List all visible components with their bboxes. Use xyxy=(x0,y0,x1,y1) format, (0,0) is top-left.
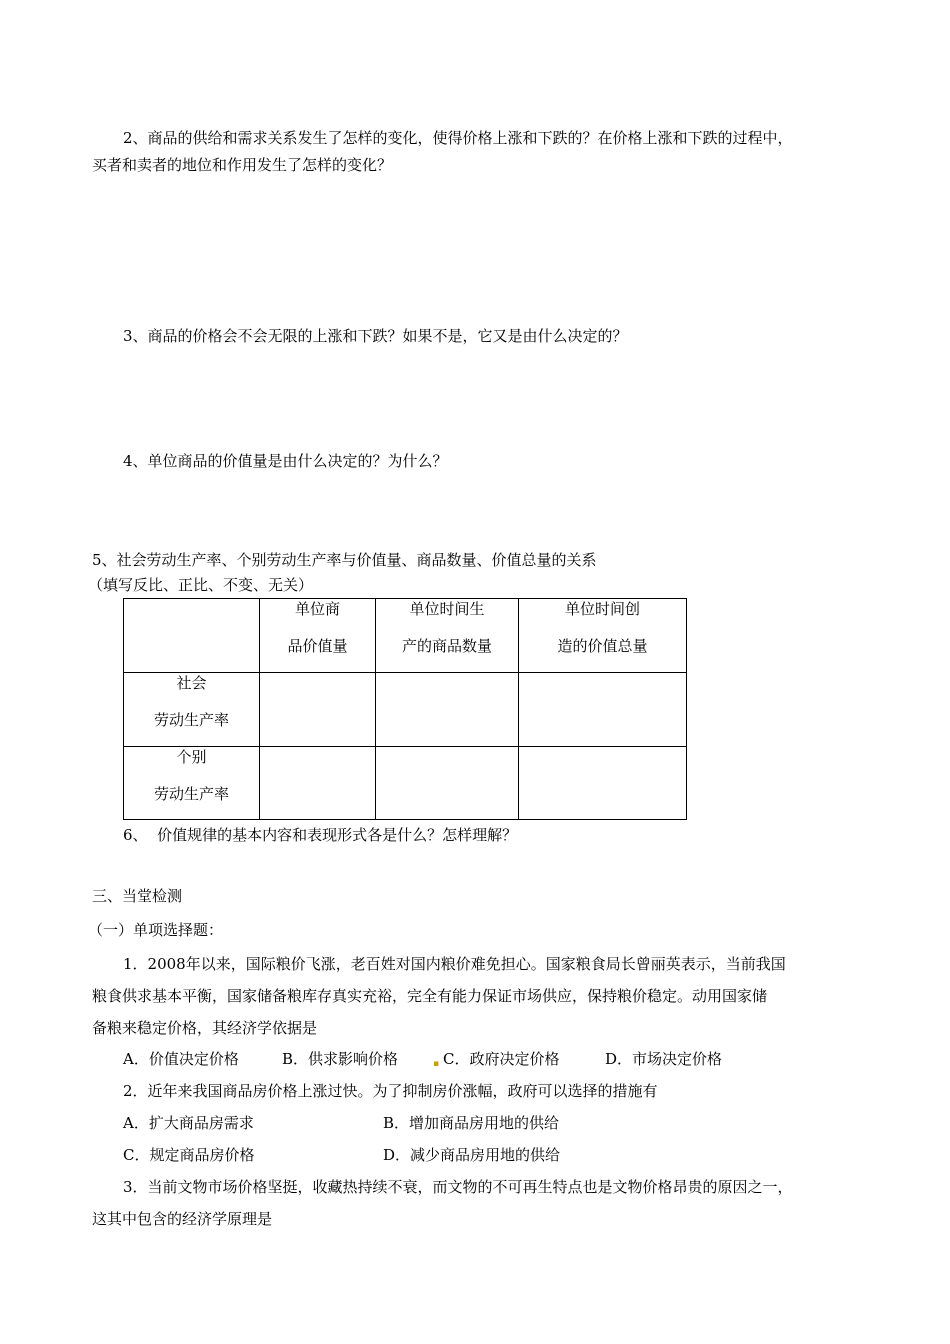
mc1-option-b[interactable]: B．供求影响价格 xyxy=(282,1050,399,1068)
q3-text: 3、商品的价格会不会无限的上涨和下跌？如果不是，它又是由什么决定的？ xyxy=(123,327,628,345)
q4-text: 4、单位商品的价值量是由什么决定的？为什么？ xyxy=(123,452,448,470)
row-label-individual-l1: 个别 xyxy=(176,748,207,766)
row-label-social-l2: 劳动生产率 xyxy=(153,711,229,729)
header-total-value-l1: 单位时间创 xyxy=(564,600,640,618)
mc3-line2: 这其中包含的经济学原理是 xyxy=(92,1210,273,1228)
mc2-option-b[interactable]: B．增加商品房用地的供给 xyxy=(383,1114,560,1132)
row-label-individual-l2: 劳动生产率 xyxy=(153,785,229,803)
mc1-option-d[interactable]: D．市场决定价格 xyxy=(605,1050,723,1068)
table-corner-cell xyxy=(124,599,260,673)
mc2-option-a[interactable]: A．扩大商品房需求 xyxy=(123,1114,254,1132)
mc1-line2: 粮食供求基本平衡，国家储备粮库存真实充裕，完全有能力保证市场供应，保持粮价稳定。动用国家储 xyxy=(92,987,768,1005)
q2-line1: 2、商品的供给和需求关系发生了怎样的变化，使得价格上涨和下跌的？在价格上涨和下跌的过程中， xyxy=(123,129,793,147)
header-unit-value-l2: 品价值量 xyxy=(287,637,348,655)
q6-text: 6、 价值规律的基本内容和表现形式各是什么？怎样理解？ xyxy=(123,826,518,844)
relationship-table xyxy=(123,598,687,820)
mc2-option-c[interactable]: C．规定商品房价格 xyxy=(123,1146,255,1164)
mc3-line1: 3．当前文物市场价格坚挺，收藏热持续不衰，而文物的不可再生特点也是文物价格昂贵的原因之一， xyxy=(123,1178,793,1196)
table-row xyxy=(124,747,687,820)
mc2-line1: 2．近年来我国商品房价格上涨过快。为了抑制房价涨幅，政府可以选择的措施有 xyxy=(123,1082,658,1100)
answer-cell[interactable] xyxy=(519,747,687,820)
table-row xyxy=(124,673,687,747)
mc2-option-d[interactable]: D．减少商品房用地的供给 xyxy=(383,1146,561,1164)
header-unit-value xyxy=(260,599,376,673)
header-total-value xyxy=(519,599,687,673)
answer-cell[interactable] xyxy=(260,747,376,820)
mc1-line1: 1．2008年以来，国际粮价飞涨，老百姓对国内粮价难免担心。国家粮食局长曾丽英表示，当前我国 xyxy=(123,955,786,973)
answer-cell[interactable] xyxy=(376,673,519,747)
header-quantity-l2: 产的商品数量 xyxy=(401,637,492,655)
mc1-line3: 备粮来稳定价格，其经济学依据是 xyxy=(92,1019,318,1037)
row-label-social-l1: 社会 xyxy=(176,674,207,692)
header-quantity-l1: 单位时间生 xyxy=(409,600,485,618)
mc1-option-a[interactable]: A．价值决定价格 xyxy=(123,1050,239,1068)
mc1-option-c[interactable]: C．政府决定价格 xyxy=(443,1050,560,1068)
q5-title: 5、社会劳动生产率、个别劳动生产率与价值量、商品数量、价值总量的关系 xyxy=(92,551,597,569)
answer-cell[interactable] xyxy=(519,673,687,747)
subsection-single-choice: （一）单项选择题： xyxy=(88,921,224,939)
row-label-social xyxy=(124,673,260,747)
stray-mark: ▪ xyxy=(433,1059,440,1069)
q2-line2: 买者和卖者的地位和作用发生了怎样的变化？ xyxy=(92,156,393,174)
header-unit-value-l1: 单位商 xyxy=(294,600,340,618)
answer-cell[interactable] xyxy=(260,673,376,747)
header-total-value-l2: 造的价值总量 xyxy=(557,637,648,655)
row-label-individual xyxy=(124,747,260,820)
answer-cell[interactable] xyxy=(376,747,519,820)
q5-note: （填写反比、正比、不变、无关） xyxy=(88,576,314,594)
section-3-heading: 三、当堂检测 xyxy=(92,887,183,905)
table-header-row xyxy=(124,599,687,673)
header-quantity xyxy=(376,599,519,673)
